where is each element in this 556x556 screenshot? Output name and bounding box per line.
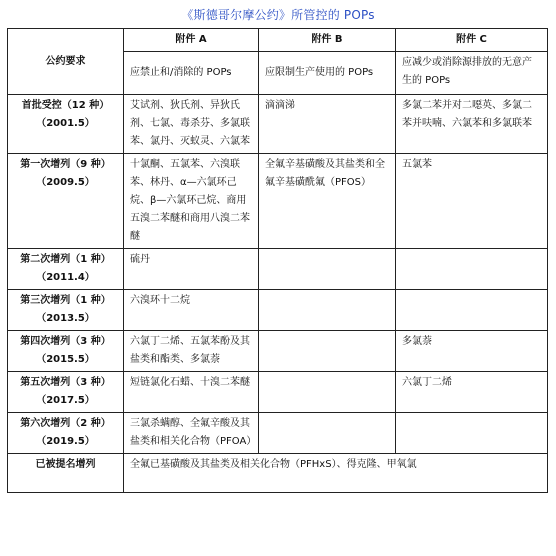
cell-annex-b: [259, 331, 396, 372]
cell-annex-b: 滴滴涕: [259, 95, 396, 154]
cell-annex-a: 六溴环十二烷: [124, 290, 259, 331]
cell-annex-c: [396, 290, 548, 331]
nominated-row: [8, 454, 548, 493]
row-label: 第六次增列（2 种）: [20, 418, 111, 429]
row-year: （2019.5）: [36, 436, 95, 447]
row-requirement: [8, 249, 124, 290]
pops-table: [7, 28, 548, 493]
cell-annex-c: 五氯苯: [396, 154, 548, 249]
nominated-content: 全氟已基磺酸及其盐类及相关化合物（PFHxS）、得克隆、甲氧氯: [124, 454, 548, 493]
header-annex-b: 附件 B: [259, 29, 396, 52]
row-label: 第二次增列（1 种）: [20, 254, 111, 265]
table-row: [8, 290, 548, 331]
cell-annex-a: 六氯丁二烯、五氯苯酚及其盐类和酯类、多氯萘: [124, 331, 259, 372]
row-year: （2001.5）: [36, 118, 95, 129]
cell-annex-c: 多氯萘: [396, 331, 548, 372]
cell-annex-c: 六氯丁二烯: [396, 372, 548, 413]
header-requirement-label: 公约要求: [45, 55, 86, 67]
row-year: （2015.5）: [36, 354, 95, 365]
row-label: 第一次增列（9 种）: [20, 159, 111, 170]
row-requirement: [8, 413, 124, 454]
cell-annex-a: 硫丹: [124, 249, 259, 290]
header-annex-c-desc: 应减少或消除源排放的无意产生的 POPs: [396, 52, 548, 95]
table-row: [8, 413, 548, 454]
header-annex-b-desc: 应限制生产使用的 POPs: [259, 52, 396, 95]
row-label: 首批受控（12 种）: [21, 100, 110, 111]
row-year: （2013.5）: [36, 313, 95, 324]
header-annex-c: 附件 C: [396, 29, 548, 52]
cell-annex-a: 艾试剂、狄氏剂、异狄氏剂、七氯、毒杀芬、多氯联苯、氯丹、灭蚁灵、六氯苯: [124, 95, 259, 154]
row-requirement: [8, 290, 124, 331]
row-requirement: [8, 154, 124, 249]
cell-annex-c: 多氯二苯并对二噁英、多氯二苯并呋喃、六氯苯和多氯联苯: [396, 95, 548, 154]
table-row: [8, 331, 548, 372]
row-label: 第三次增列（1 种）: [20, 295, 111, 306]
table-row: [8, 95, 548, 154]
row-requirement: [8, 372, 124, 413]
header-annex-a: 附件 A: [124, 29, 259, 52]
cell-annex-b: [259, 413, 396, 454]
cell-annex-a: 十氯酮、五氯苯、六溴联苯、林丹、α—六氯环己烷、β—六氯环己烷、商用五溴二苯醚和商用八溴二苯醚: [124, 154, 259, 249]
cell-annex-c: [396, 413, 548, 454]
row-year: （2009.5）: [36, 177, 95, 188]
cell-annex-b: [259, 249, 396, 290]
table-row: [8, 372, 548, 413]
table-title: 《斯德哥尔摩公约》所管控的 POPs: [181, 8, 375, 22]
header-annex-a-desc: 应禁止和/消除的 POPs: [124, 52, 259, 95]
table-row: [8, 249, 548, 290]
row-label: 第五次增列（3 种）: [20, 377, 111, 388]
cell-annex-b: [259, 372, 396, 413]
row-year: （2011.4）: [36, 272, 95, 283]
nominated-label: 已被提名增列: [8, 454, 124, 493]
header-requirement: [8, 29, 124, 95]
cell-annex-b: 全氟辛基磺酸及其盐类和全氟辛基磺酰氟（PFOS）: [259, 154, 396, 249]
cell-annex-a: 短链氯化石蜡、十溴二苯醚: [124, 372, 259, 413]
table-row: [8, 154, 548, 249]
row-requirement: [8, 95, 124, 154]
cell-annex-a: 三氯杀螨醇、全氟辛酸及其盐类和相关化合物（PFOA）: [124, 413, 259, 454]
header-row: [8, 29, 548, 52]
row-year: （2017.5）: [36, 395, 95, 406]
row-requirement: [8, 331, 124, 372]
cell-annex-b: [259, 290, 396, 331]
row-label: 第四次增列（3 种）: [20, 336, 111, 347]
cell-annex-c: [396, 249, 548, 290]
